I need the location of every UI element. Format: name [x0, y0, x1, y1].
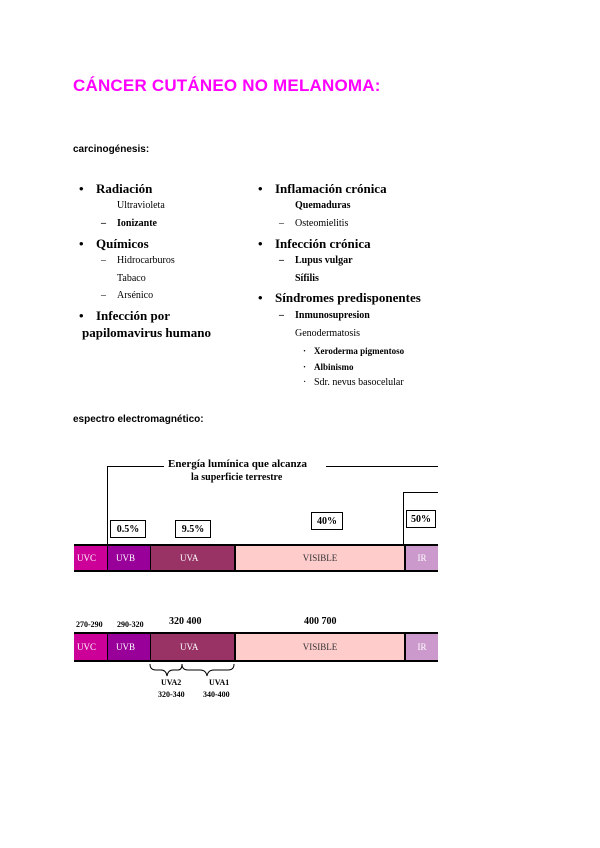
range-uvc: 270-290	[76, 620, 103, 629]
uva1-range: 340-400	[203, 690, 230, 699]
item-sdr-nevus: · Sdr. nevus basocelular	[314, 377, 404, 388]
band2-uvc: UVC	[74, 634, 107, 660]
pct-uvb-box: 0.5%	[110, 520, 146, 538]
pct-uva-box: 9.5%	[175, 520, 211, 538]
band2-uvb: UVB	[107, 634, 150, 660]
band-uva: UVA	[177, 546, 234, 570]
band2-uva2	[150, 634, 177, 660]
energy-label-line2: la superficie terrestre	[191, 472, 283, 483]
ir-divider	[403, 492, 404, 544]
item-inmunosupresion: – Inmunosupresion	[295, 310, 370, 321]
bracket-left	[107, 466, 108, 544]
uva2-label: UVA2	[161, 678, 182, 687]
pct-visible-box: 40%	[311, 512, 343, 530]
band2-ir: IR	[404, 634, 438, 660]
pct-ir-box: 50%	[406, 510, 436, 528]
band2-visible: VISIBLE	[234, 634, 404, 660]
item-xeroderma: · Xeroderma pigmentoso	[314, 346, 404, 356]
item-genodermatosis: Genodermatosis	[295, 328, 360, 339]
energy-label-line1: Energía lumínica que alcanza	[168, 458, 308, 470]
uva-subdivision-braces	[140, 662, 240, 678]
item-infeccion-cronica: • Infección crónica	[275, 236, 371, 252]
item-osteomielitis: – Osteomielitis	[295, 218, 348, 229]
uva2-range: 320-340	[158, 690, 185, 699]
spectrum-bar-1	[74, 544, 438, 572]
ir-divider-top	[403, 492, 438, 493]
item-infeccion-line2: papilomavirus humano	[82, 325, 211, 340]
spectrum-bar-2	[74, 632, 438, 662]
bracket-top-right	[326, 466, 438, 467]
band-uva2	[150, 546, 177, 570]
item-sindromes: • Síndromes predisponentes	[275, 290, 421, 306]
item-tabaco: Tabaco	[117, 273, 146, 284]
item-infeccion-line1: • Infección por	[96, 308, 170, 324]
band-uvc: UVC	[74, 546, 107, 570]
item-radiacion: • Radiación	[96, 181, 152, 197]
band-ir: IR	[404, 546, 438, 570]
bracket-top-left	[107, 466, 164, 467]
item-ultravioleta: Ultravioleta	[117, 200, 165, 211]
uva1-label: UVA1	[209, 678, 230, 687]
range-uva: 320 400	[169, 616, 202, 627]
item-lupus: – Lupus vulgar	[295, 255, 353, 266]
section-carcinogenesis: carcinogénesis:	[73, 144, 150, 155]
item-sifilis: Sífilis	[295, 273, 319, 284]
band2-uva: UVA	[177, 634, 234, 660]
item-hidrocarburos: – Hidrocarburos	[117, 255, 175, 266]
item-ionizante: – Ionizante	[117, 218, 157, 229]
range-visible: 400 700	[304, 616, 337, 627]
band-uvb: UVB	[107, 546, 150, 570]
item-quemaduras: Quemaduras	[295, 200, 351, 211]
item-arsenico: – Arsénico	[117, 290, 153, 301]
item-albinismo: · Albinismo	[314, 362, 354, 372]
section-spectrum: espectro electromagnético:	[73, 414, 204, 425]
item-quimicos: • Químicos	[96, 236, 149, 252]
range-uvb: 290-320	[117, 620, 144, 629]
item-inflamacion: • Inflamación crónica	[275, 181, 387, 197]
page-title: CÁNCER CUTÁNEO NO MELANOMA:	[73, 76, 381, 95]
band-visible: VISIBLE	[234, 546, 404, 570]
